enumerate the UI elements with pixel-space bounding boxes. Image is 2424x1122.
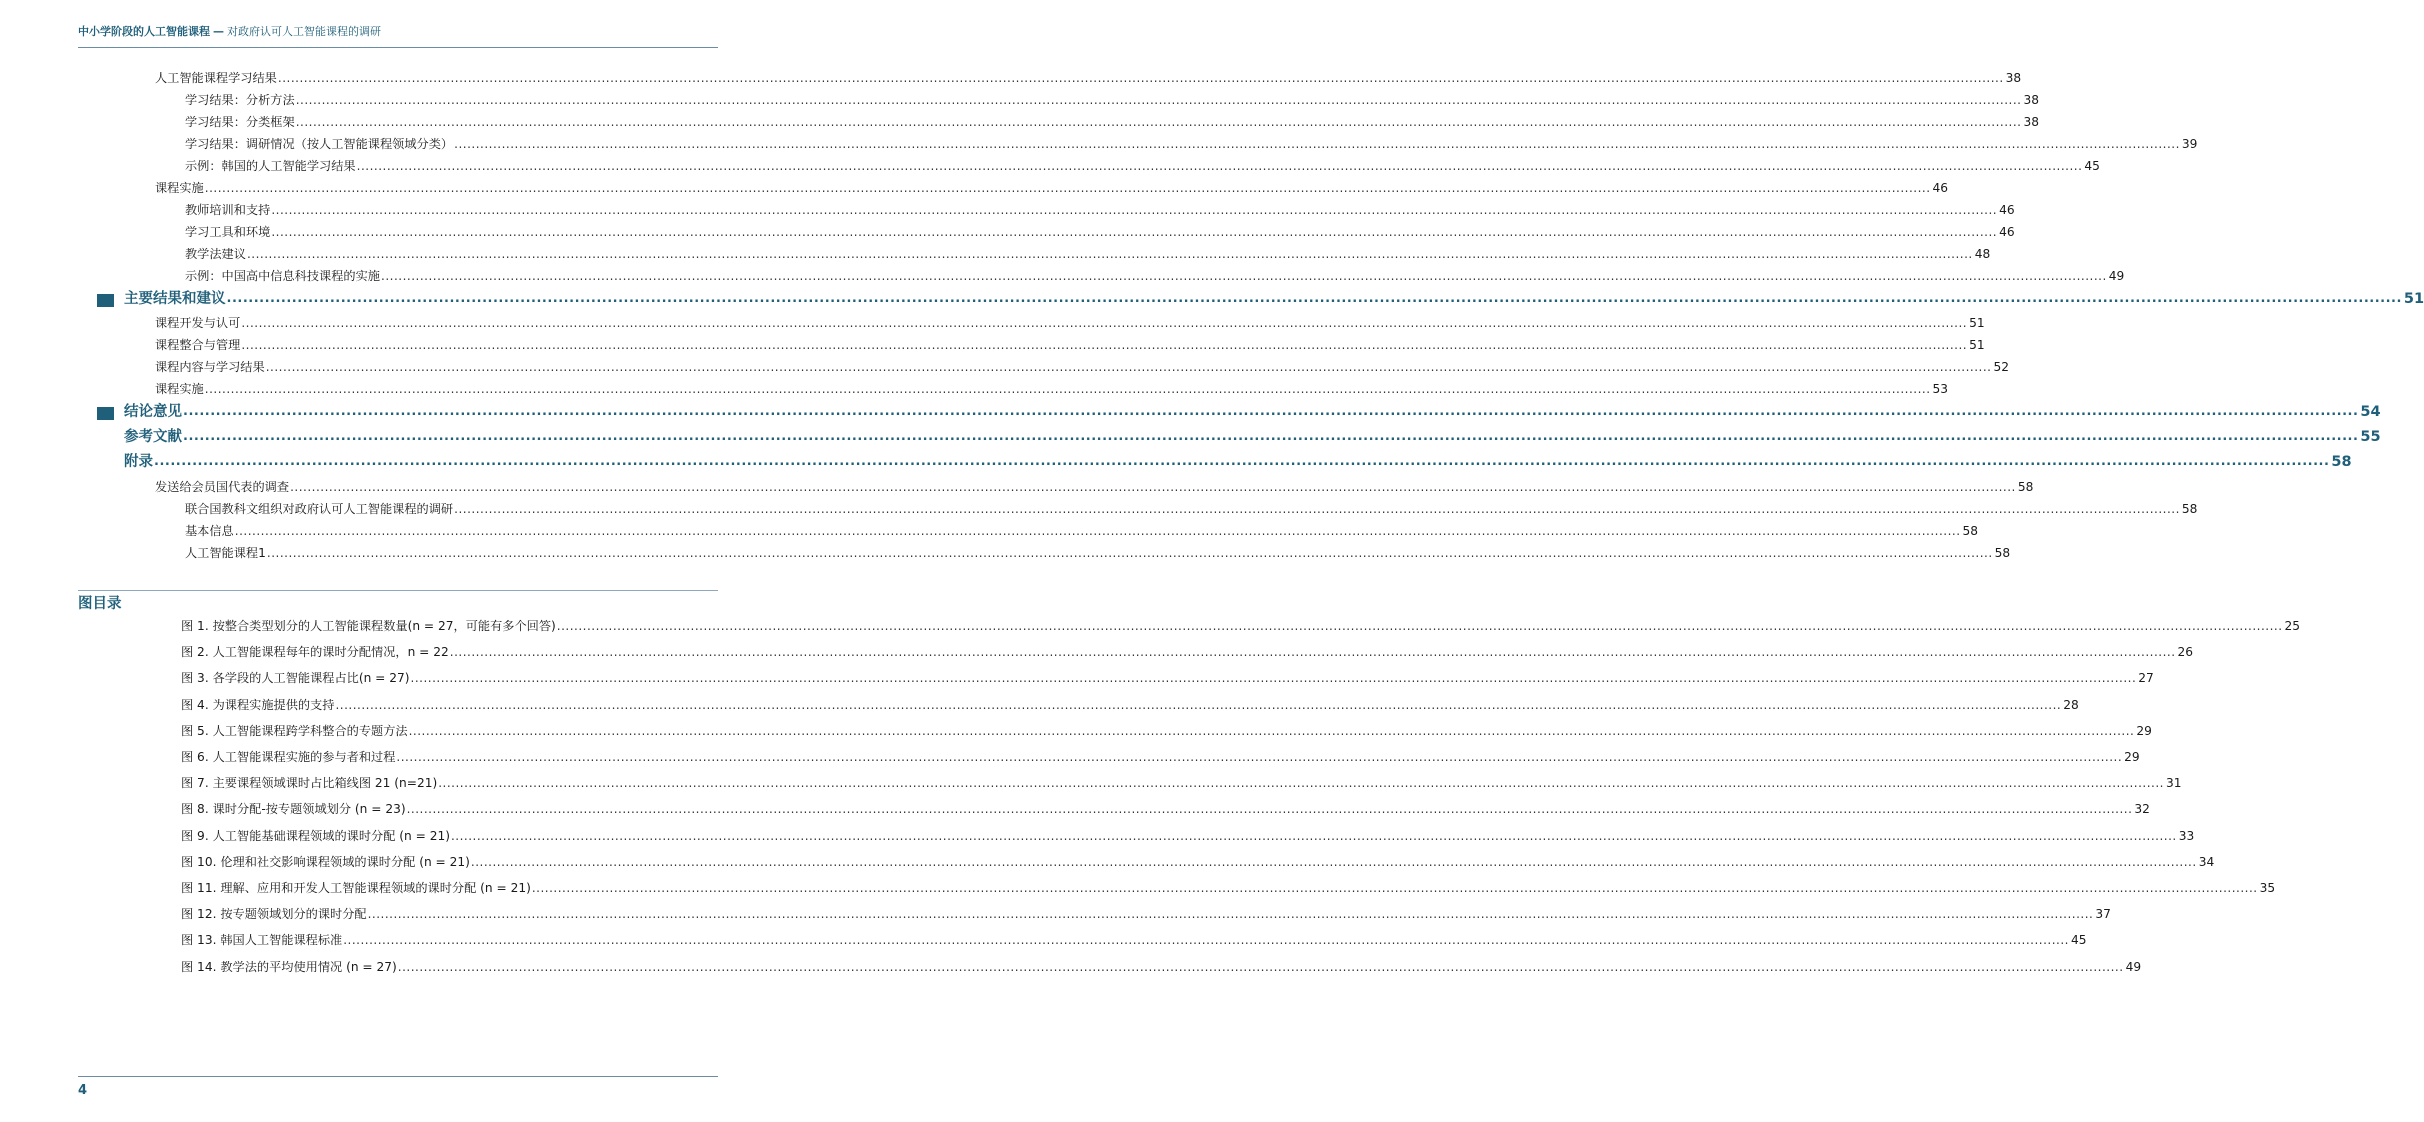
dot-leader: ................................................................................................................................................................................................................................................................................................................................................................................................................ — [295, 115, 2022, 129]
toc-entry-label: 示例：韩国的人工智能学习结果 — [185, 159, 356, 173]
figure-entry-page: 34 — [2198, 855, 2215, 869]
dot-leader: ................................................................................................................................................................................................................................................................................................................................................................................................................ — [246, 247, 1973, 261]
toc-entry-page: 46 — [1999, 203, 2015, 217]
figure-entry-page: 33 — [2178, 829, 2195, 843]
figure-entry-page: 28 — [2063, 698, 2079, 712]
dot-leader: ................................................................................................................................................................................................................................................................................................................................................................................................................ — [271, 203, 1998, 217]
dot-leader: ................................................................................................................................................................................................................................................................................................................................................................................................................ — [381, 269, 2107, 283]
dot-leader: ................................................................................................................................................................................................................................................................................................................................................................................................................ — [408, 724, 2135, 738]
toc-entry-label: 学习结果：分类框架 — [185, 115, 295, 129]
toc-entry-label: 人工智能课程学习结果 — [155, 71, 277, 85]
figure-entry[interactable] — [181, 670, 2154, 686]
figure-entry[interactable] — [181, 775, 2182, 791]
figure-entry-page: 35 — [2259, 881, 2276, 895]
dot-leader: ................................................................................................................................................................................................................................................................................................................................................................................................................ — [204, 181, 1931, 195]
toc-entry-page: 46 — [1999, 225, 2015, 239]
toc-entry-page: 39 — [2181, 137, 2198, 151]
dot-leader: ................................................................................................................................................................................................................................................................................................................................................................................................................ — [367, 907, 2094, 921]
toc-entry[interactable] — [124, 402, 2381, 422]
toc-entry[interactable] — [155, 337, 1985, 353]
toc-entry[interactable] — [155, 180, 1949, 196]
toc-entry[interactable] — [124, 289, 2424, 309]
figure-entry[interactable] — [181, 618, 2301, 634]
dot-leader: ................................................................................................................................................................................................................................................................................................................................................................................................................ — [356, 159, 2083, 173]
dot-leader: ................................................................................................................................................................................................................................................................................................................................................................................................................ — [470, 855, 2197, 869]
figure-entry[interactable] — [181, 906, 2111, 922]
toc-entry-label: 教学法建议 — [185, 247, 246, 261]
toc-entry[interactable] — [185, 268, 2125, 284]
figure-entry-page: 29 — [2124, 750, 2140, 764]
figure-entry[interactable] — [181, 801, 2150, 817]
toc-entry-page: 38 — [2023, 93, 2039, 107]
footer-rule — [78, 1076, 718, 1077]
figure-entry-label: 图 3. 各学段的人工智能课程占比(n = 27) — [181, 671, 410, 685]
dot-leader: ................................................................................................................................................................................................................................................................................................................................................................................................................ — [343, 933, 2069, 947]
figure-entry-page: 25 — [2284, 619, 2301, 633]
toc-entry[interactable] — [185, 202, 2015, 218]
toc-entry[interactable] — [155, 315, 1985, 331]
dot-leader: ................................................................................................................................................................................................................................................................................................................................................................................................................ — [450, 829, 2177, 843]
dot-leader: ................................................................................................................................................................................................................................................................................................................................................................................................................ — [454, 137, 2180, 151]
figure-entry-label: 图 9. 人工智能基础课程领域的课时分配 (n = 21) — [181, 829, 450, 843]
figure-entry-page: 32 — [2134, 802, 2150, 816]
dot-leader: ................................................................................................................................................................................................................................................................................................................................................................................................................ — [204, 382, 1931, 396]
dot-leader: ................................................................................................................................................................................................................................................................................................................................................................................................................ — [531, 881, 2258, 895]
toc-entry[interactable] — [185, 92, 2039, 108]
toc-entry[interactable] — [155, 381, 1949, 397]
toc-entry-label: 课程内容与学习结果 — [155, 360, 265, 374]
figure-entry-page: 29 — [2136, 724, 2152, 738]
toc-entry-page: 38 — [2023, 115, 2039, 129]
toc-entry-label: 学习工具和环境 — [185, 225, 271, 239]
figure-entry-label: 图 10. 伦理和社交影响课程领域的课时分配 (n = 21) — [181, 855, 470, 869]
toc-entry-label: 联合国教科文组织对政府认可人工智能课程的调研 — [185, 502, 454, 516]
toc-entry-label: 学习结果：分析方法 — [185, 93, 295, 107]
toc-entry[interactable] — [185, 523, 1979, 539]
toc-entry[interactable] — [124, 427, 2381, 447]
toc-entry-page: 51 — [2403, 291, 2424, 307]
toc-entry-page: 55 — [2360, 429, 2381, 445]
running-header — [78, 25, 718, 39]
toc-entry-label: 参考文献 — [124, 429, 182, 445]
dot-leader: ................................................................................................................................................................................................................................................................................................................................................................................................................ — [183, 429, 2359, 444]
figure-entry[interactable] — [181, 749, 2140, 765]
figure-entry-label: 图 2. 人工智能课程每年的课时分配情况，n = 22 — [181, 645, 449, 659]
dot-leader: ................................................................................................................................................................................................................................................................................................................................................................................................................ — [241, 338, 1968, 352]
dot-leader: ................................................................................................................................................................................................................................................................................................................................................................................................................ — [397, 960, 2124, 974]
toc-entry-label: 课程实施 — [155, 382, 204, 396]
dot-leader: ................................................................................................................................................................................................................................................................................................................................................................................................................ — [335, 698, 2062, 712]
toc-entry-label: 发送给会员国代表的调查 — [155, 480, 290, 494]
toc-entry[interactable] — [155, 479, 2034, 495]
dot-leader: ................................................................................................................................................................................................................................................................................................................................................................................................................ — [226, 291, 2402, 306]
figure-entry-label: 图 5. 人工智能课程跨学科整合的专题方法 — [181, 724, 408, 738]
figure-entry-label: 图 4. 为课程实施提供的支持 — [181, 698, 335, 712]
toc-entry-page: 53 — [1932, 382, 1949, 396]
figure-entry[interactable] — [181, 932, 2087, 948]
toc-entry-page: 58 — [2181, 502, 2198, 516]
toc-entry-label: 教师培训和支持 — [185, 203, 271, 217]
dot-leader: ................................................................................................................................................................................................................................................................................................................................................................................................................ — [406, 802, 2133, 816]
figure-entry[interactable] — [181, 723, 2152, 739]
dot-leader: ................................................................................................................................................................................................................................................................................................................................................................................................................ — [556, 619, 2283, 633]
toc-entry-page: 58 — [2331, 454, 2352, 470]
toc-entry-page: 46 — [1932, 181, 1949, 195]
section-marker-icon — [97, 407, 114, 420]
toc-entry-page: 45 — [2084, 159, 2100, 173]
figure-entry[interactable] — [181, 828, 2195, 844]
figure-entry-page: 45 — [2070, 933, 2087, 947]
page-number: 4 — [78, 1083, 88, 1098]
figures-heading: 图目录 — [78, 596, 122, 612]
header-separator: — — [213, 25, 224, 38]
dot-leader: ................................................................................................................................................................................................................................................................................................................................................................................................................ — [410, 671, 2137, 685]
toc-entry-label: 人工智能课程1 — [185, 546, 266, 560]
toc-entry-label: 课程开发与认可 — [155, 316, 241, 330]
dot-leader: ................................................................................................................................................................................................................................................................................................................................................................................................................ — [234, 524, 1961, 538]
figure-entry-label: 图 12. 按专题领域划分的课时分配 — [181, 907, 367, 921]
dot-leader: ................................................................................................................................................................................................................................................................................................................................................................................................................ — [449, 645, 2176, 659]
header-subtitle: 对政府认可人工智能课程的调研 — [227, 25, 381, 38]
figure-entry[interactable] — [181, 644, 2194, 660]
toc-entry-label: 主要结果和建议 — [124, 291, 226, 307]
toc-entry-page: 52 — [1993, 360, 2009, 374]
toc-entry[interactable] — [185, 545, 2011, 561]
dot-leader: ................................................................................................................................................................................................................................................................................................................................................................................................................ — [271, 225, 1998, 239]
figure-entry-label: 图 1. 按整合类型划分的人工智能课程数量(n = 27，可能有多个回答) — [181, 619, 556, 633]
dot-leader: ................................................................................................................................................................................................................................................................................................................................................................................................................ — [277, 71, 2004, 85]
figure-entry-label: 图 11. 理解、应用和开发人工智能课程领域的课时分配 (n = 21) — [181, 881, 531, 895]
figure-entry-page: 31 — [2166, 776, 2182, 790]
header-rule — [78, 47, 718, 48]
toc-entry-label: 示例：中国高中信息科技课程的实施 — [185, 269, 380, 283]
figures-top-rule — [78, 590, 718, 591]
toc-entry-label: 附录 — [124, 454, 153, 470]
toc-entry-label: 基本信息 — [185, 524, 234, 538]
toc-entry-page: 51 — [1969, 338, 1985, 352]
toc-entry-label: 课程整合与管理 — [155, 338, 241, 352]
dot-leader: ................................................................................................................................................................................................................................................................................................................................................................................................................ — [183, 404, 2359, 419]
figure-entry-label: 图 7. 主要课程领域课时占比箱线图 21 (n=21) — [181, 776, 438, 790]
toc-entry-label: 结论意见 — [124, 404, 182, 420]
toc-entry[interactable] — [124, 452, 2352, 472]
toc-entry[interactable] — [155, 70, 2022, 86]
figure-entry-label: 图 6. 人工智能课程实施的参与者和过程 — [181, 750, 396, 764]
figure-entry-label: 图 8. 课时分配-按专题领域划分 (n = 23) — [181, 802, 406, 816]
dot-leader: ................................................................................................................................................................................................................................................................................................................................................................................................................ — [154, 454, 2330, 469]
toc-entry[interactable] — [185, 501, 2198, 517]
dot-leader: ................................................................................................................................................................................................................................................................................................................................................................................................................ — [265, 360, 1992, 374]
toc-entry-page: 38 — [2005, 71, 2022, 85]
toc-entry-page: 58 — [1994, 546, 2011, 560]
figure-entry-page: 27 — [2138, 671, 2154, 685]
toc-entry-page: 49 — [2108, 269, 2125, 283]
dot-leader: ................................................................................................................................................................................................................................................................................................................................................................................................................ — [266, 546, 1993, 560]
figure-entry-page: 49 — [2125, 960, 2142, 974]
toc-entry[interactable] — [185, 224, 2015, 240]
toc-entry-label: 学习结果：调研情况（按人工智能课程领域分类） — [185, 137, 454, 151]
figure-entry-label: 图 14. 教学法的平均使用情况 (n = 27) — [181, 960, 397, 974]
figure-entry-label: 图 13. 韩国人工智能课程标准 — [181, 933, 343, 947]
figure-entry[interactable] — [181, 854, 2215, 870]
dot-leader: ................................................................................................................................................................................................................................................................................................................................................................................................................ — [290, 480, 2016, 494]
figure-entry[interactable] — [181, 959, 2142, 975]
dot-leader: ................................................................................................................................................................................................................................................................................................................................................................................................................ — [454, 502, 2180, 516]
toc-entry[interactable] — [185, 136, 2198, 152]
toc-entry[interactable] — [185, 158, 2100, 174]
toc-entry-page: 58 — [2017, 480, 2034, 494]
dot-leader: ................................................................................................................................................................................................................................................................................................................................................................................................................ — [438, 776, 2164, 790]
header-title: 中小学阶段的人工智能课程 — [78, 25, 210, 38]
toc-entry[interactable] — [185, 246, 1991, 262]
figure-entry[interactable] — [181, 880, 2276, 896]
toc-entry-page: 51 — [1969, 316, 1985, 330]
toc-entry[interactable] — [155, 359, 2009, 375]
dot-leader: ................................................................................................................................................................................................................................................................................................................................................................................................................ — [295, 93, 2022, 107]
toc-entry[interactable] — [185, 114, 2039, 130]
figure-entry[interactable] — [181, 697, 2079, 713]
figure-entry-page: 26 — [2177, 645, 2194, 659]
toc-entry-page: 54 — [2360, 404, 2381, 420]
section-marker-icon — [97, 294, 114, 307]
toc-entry-page: 58 — [1962, 524, 1979, 538]
dot-leader: ................................................................................................................................................................................................................................................................................................................................................................................................................ — [396, 750, 2123, 764]
figure-entry-page: 37 — [2095, 907, 2111, 921]
dot-leader: ................................................................................................................................................................................................................................................................................................................................................................................................................ — [241, 316, 1968, 330]
toc-entry-label: 课程实施 — [155, 181, 204, 195]
toc-entry-page: 48 — [1974, 247, 1991, 261]
